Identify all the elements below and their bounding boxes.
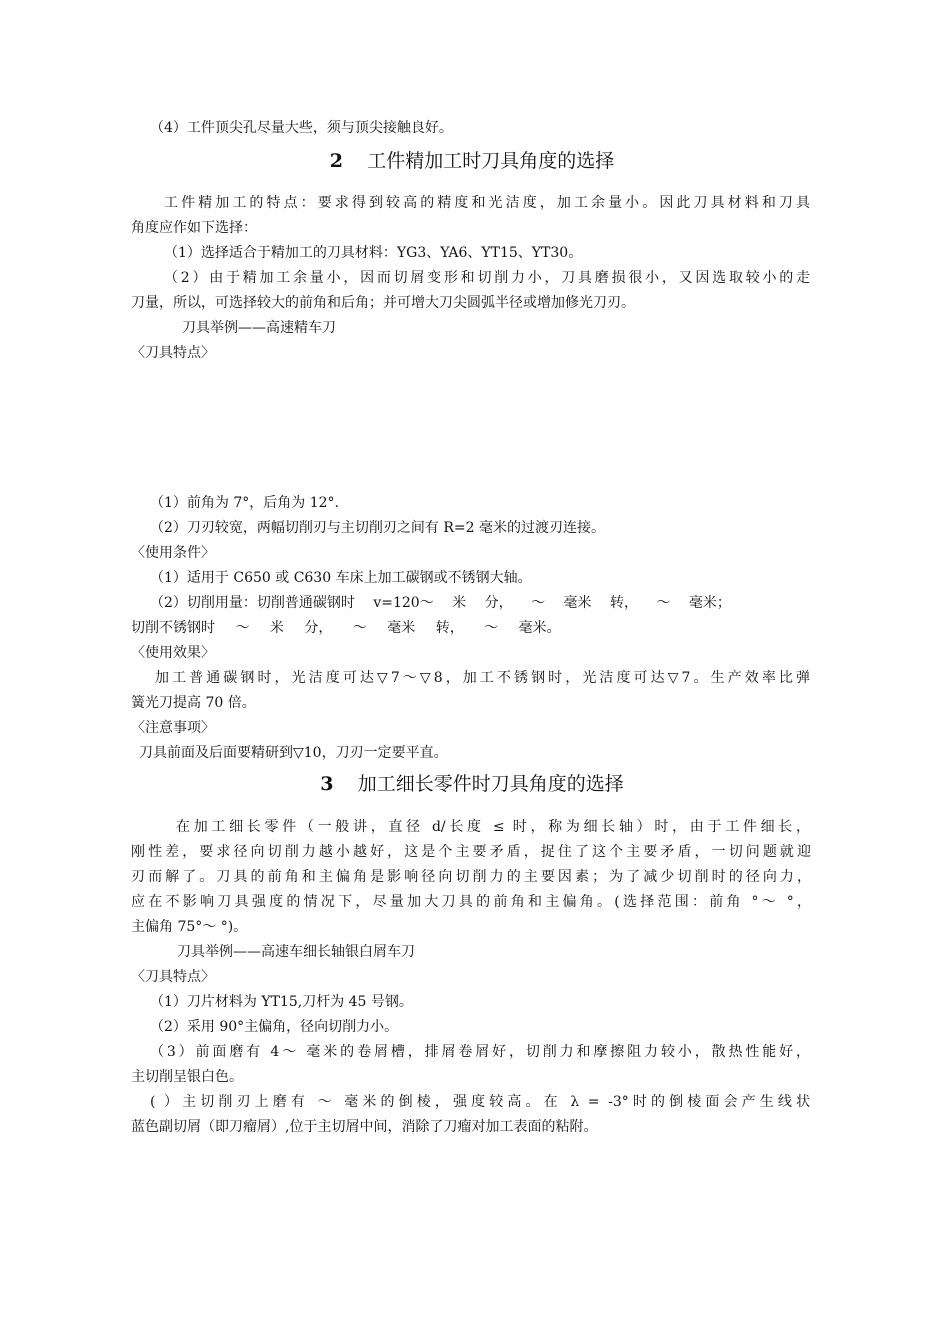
list-item: （1）前角为 7°，后角为 12°. [150, 495, 339, 511]
heading-number: 3 [320, 773, 334, 795]
list-item: （1）选择适合于精加工的刀具材料：YG3、YA6、YT15、YT30。 [164, 245, 583, 261]
list-item: （2）刀刃较宽，两幅切削刃与主切削刃之间有 R=2 毫米的过渡刃连接。 [150, 520, 605, 536]
example-title: 刀具举例——高速车细长轴银白屑车刀 [177, 944, 415, 960]
paragraph-line: 刀量，所以，可选择较大的前角和后角；并可增大刀尖圆弧半径或增加修光刀刃。 [131, 295, 635, 311]
paragraph-line: 刚性差，要求径向切削力越小越好，这是个主要矛盾，捉住了这个主要矛盾，一切问题就迎 [131, 844, 811, 860]
paragraph-line: 应在不影响刀具强度的情况下，尽量加大刀具的前角和主偏角。(选择范围：前角 °～ °， [131, 894, 811, 910]
list-item: （1）刀片材料为 YT15,刀杆为 45 号钢。 [150, 994, 413, 1010]
paragraph-line: 刃而解了。刀具的前角和主偏角是影响径向切削力的主要因素；为了减少切削时的径向力， [131, 869, 811, 885]
paragraph-line: 切削不锈钢时 ～ 米 分， ～ 毫米 转， ～ 毫米。 [131, 620, 561, 636]
heading-number: 2 [329, 150, 344, 172]
list-item: ( ）主切削刃上磨有 ～ 毫米的倒棱，强度较高。在 λ = -3°时的倒棱面会产生线状 [150, 1094, 810, 1110]
list-item: （2）由于精加工余量小，因而切屑变形和切削力小，刀具磨损很小，又因选取较小的走 [164, 270, 810, 286]
paragraph-line: 角度应作如下选择： [131, 220, 257, 236]
list-item: （1）适用于 C650 或 C630 车床上加工碳钢或不锈钢大轴。 [150, 570, 532, 586]
paragraph-line: （4）工件顶尖孔尽量大些，须与顶尖接触良好。 [150, 120, 453, 136]
paragraph-line: 加工普通碳钢时，光洁度可达▽7～▽8，加工不锈钢时，光洁度可达▽7。生产效率比弹 [155, 670, 810, 686]
paragraph-line: 工件精加工的特点：要求得到较高的精度和光洁度，加工余量小。因此刀具材料和刀具 [164, 195, 810, 211]
section-heading-2 [0, 147, 947, 175]
paragraph-line: 蓝色副切屑（即刀瘤屑）,位于主切屑中间，消除了刀瘤对加工表面的粘附。 [131, 1119, 598, 1135]
section-heading-3 [0, 770, 947, 798]
subheading: 〈使用条件〉 [131, 545, 215, 561]
example-title: 刀具举例——高速精车刀 [182, 320, 336, 336]
paragraph-line: 簧光刀提高 70 倍。 [131, 695, 256, 711]
subheading: 〈刀具特点〉 [131, 345, 215, 361]
list-item: （2）采用 90°主偏角，径向切削力小。 [150, 1019, 399, 1035]
paragraph-line: 主偏角 75°～ °)。 [131, 919, 248, 935]
paragraph-line: 在加工细长零件（一般讲，直径 d/长度 ≤ 时，称为细长轴）时，由于工件细长， [176, 819, 810, 835]
heading-title: 加工细长零件时刀具角度的选择 [357, 773, 624, 795]
subheading: 〈使用效果〉 [131, 645, 215, 661]
list-item: （3）前面磨有 4～ 毫米的卷屑槽，排屑卷屑好，切削力和摩擦阻力较小，散热性能好， [150, 1044, 810, 1060]
subheading: 〈注意事项〉 [131, 720, 215, 736]
list-item: （2）切削用量：切削普通碳钢时 v=120～ 米 分， ～ 毫米 转， ～ 毫米； [150, 595, 731, 611]
subheading: 〈刀具特点〉 [131, 969, 215, 985]
heading-title: 工件精加工时刀具角度的选择 [367, 150, 615, 172]
paragraph-line: 刀具前面及后面要精研到▽10，刀刃一定要平直。 [139, 745, 448, 761]
paragraph-line: 主切削呈银白色。 [131, 1069, 243, 1085]
